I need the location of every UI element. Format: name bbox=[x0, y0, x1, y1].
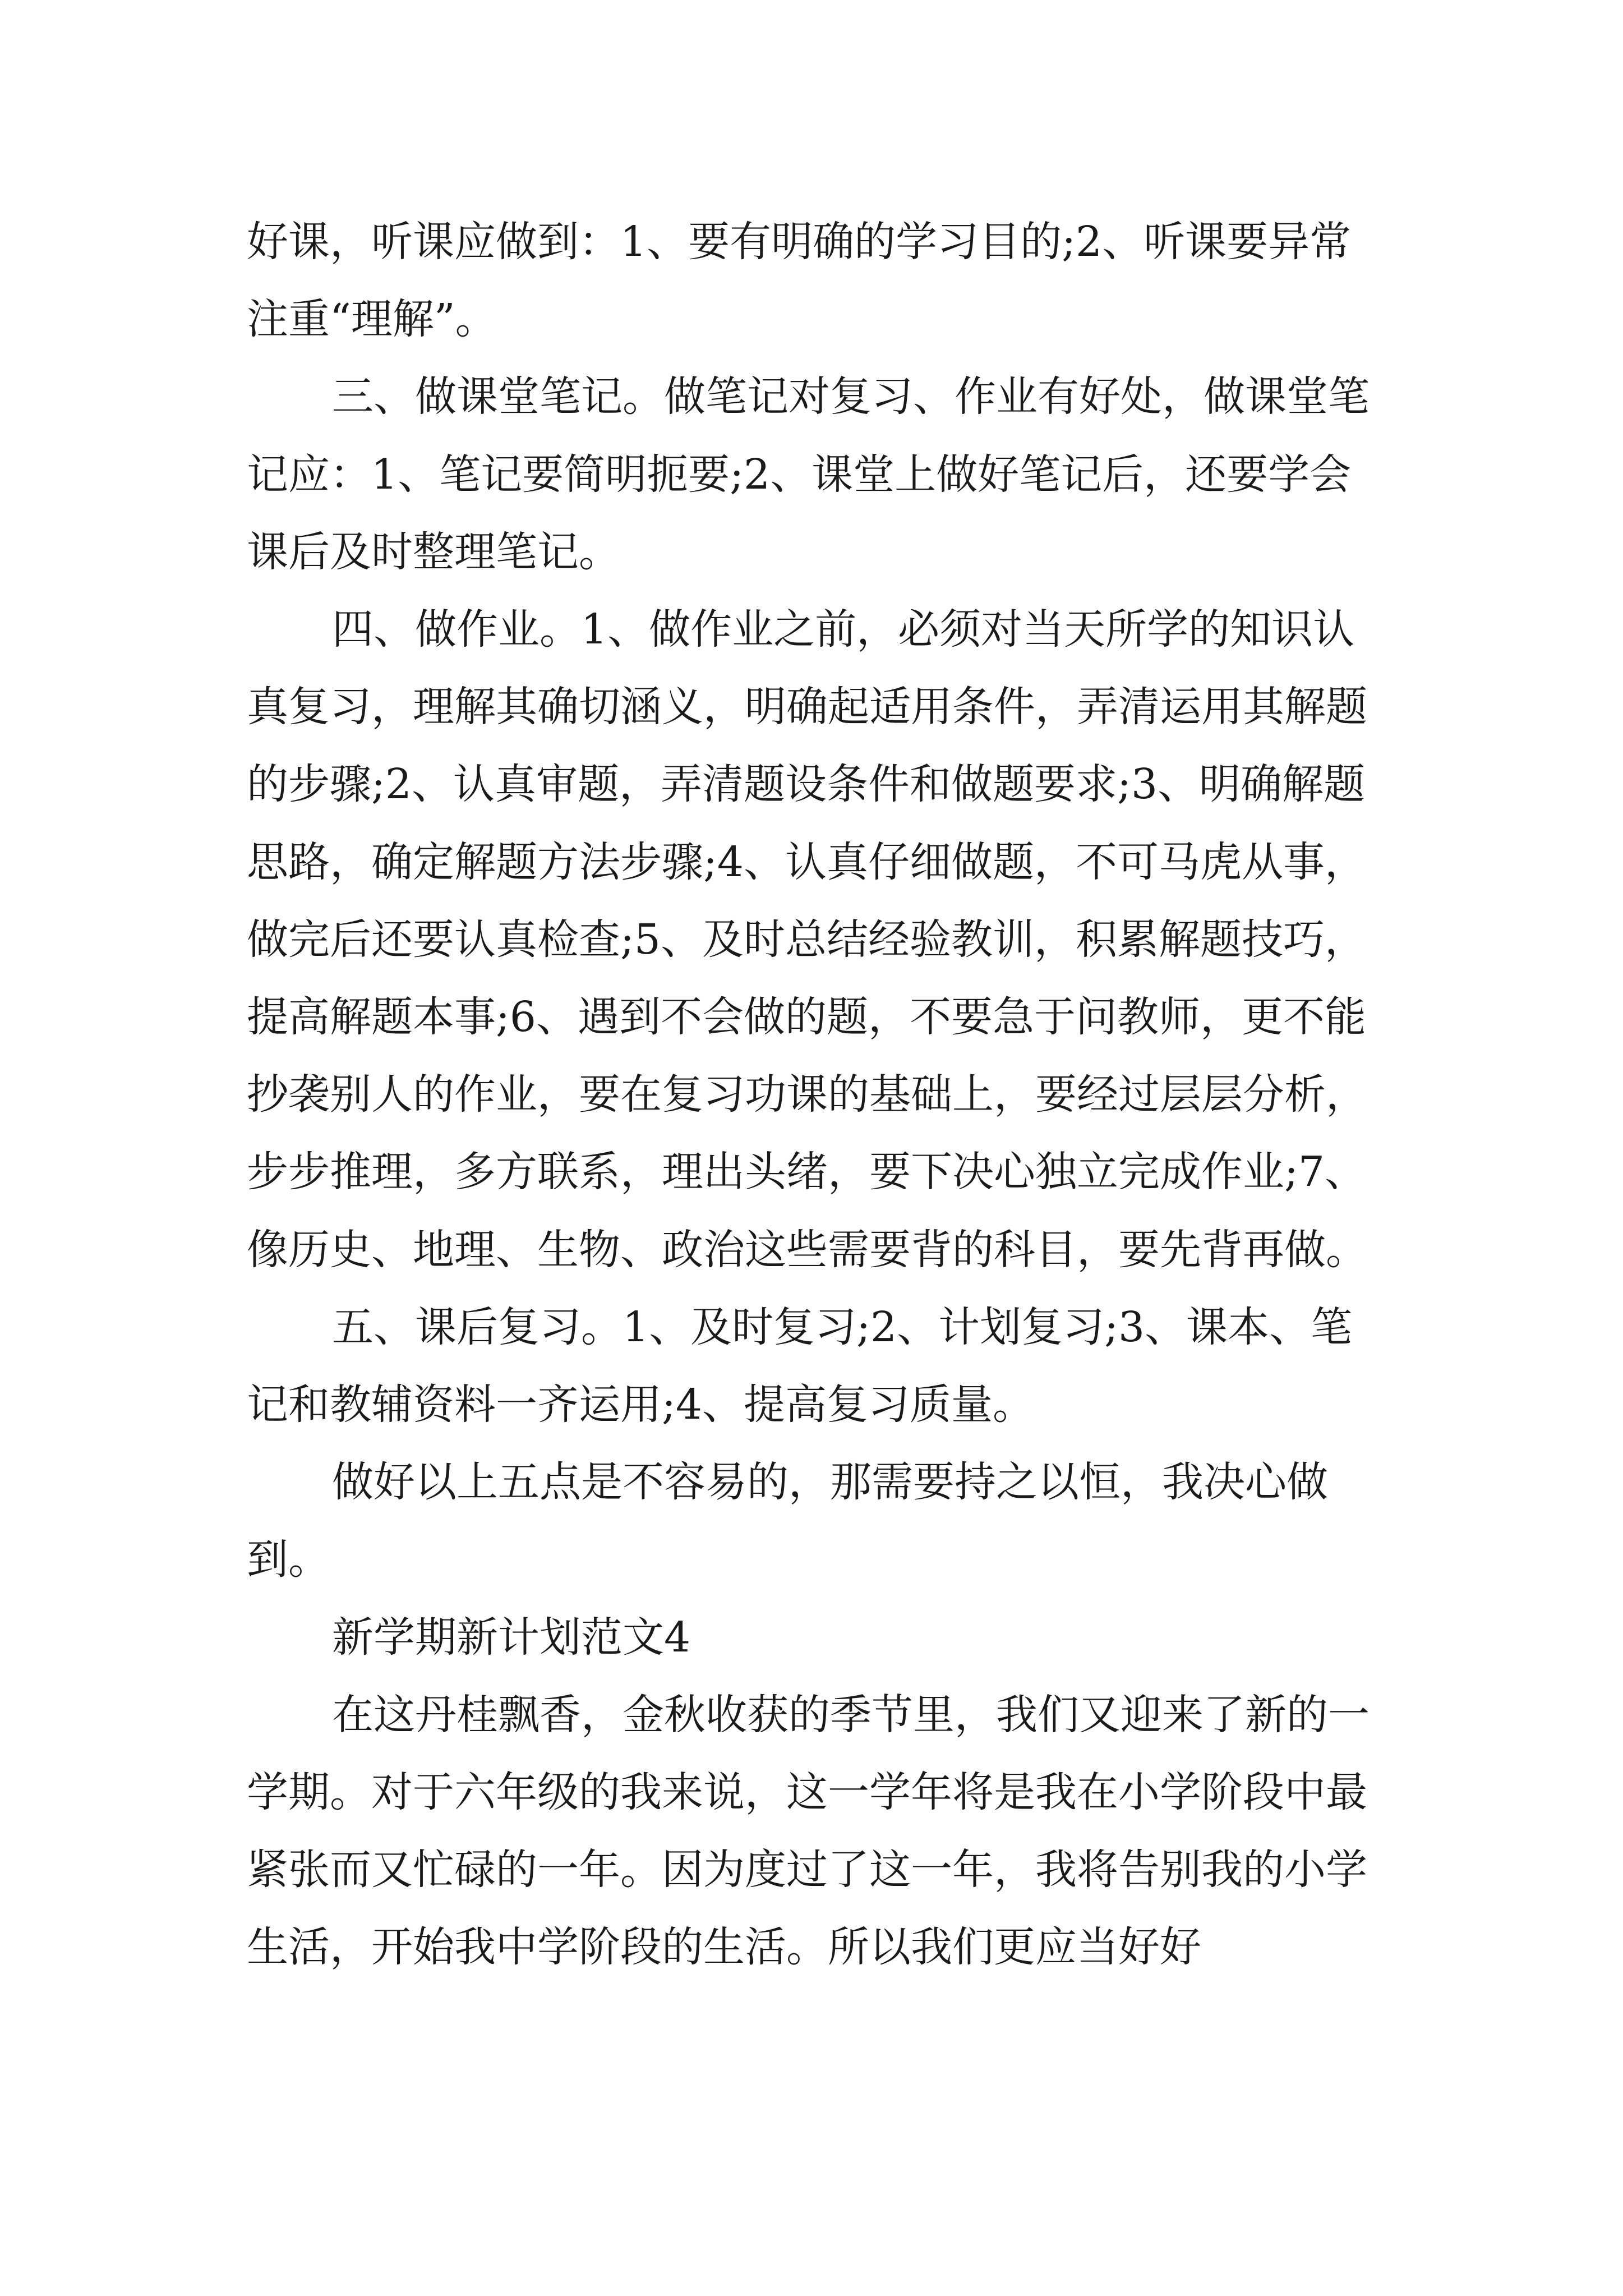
document-body bbox=[247, 203, 1385, 1986]
paragraph-homework: 四、做作业。1、做作业之前，必须对当天所学的知识认真复习，理解其确切涵义，明确起适用条件，弄清运用其解题的步骤;2、认真审题，弄清题设条件和做题要求;3、明确解题思路，确定解题方法步骤;4、认真仔细做题，不可马虎从事，做完后还要认真检查;5、及时总结经验教训，积累解题技巧，提高解题本事;6、遇到不会做的题，不要急于问教师，更不能抄袭别人的作业，要在复习功课的基础上，要经过层层分析，步步推理，多方联系，理出头绪，要下决心独立完成作业;7、像历史、地理、生物、政治这些需要背的科目，要先背再做。 bbox=[247, 605, 1367, 1274]
paragraph-review: 五、课后复习。1、及时复习;2、计划复习;3、课本、笔记和教辅资料一齐运用;4、提高复习质量。 bbox=[247, 1303, 1353, 1429]
paragraph-continuation: 好课，听课应做到：1、要有明确的学习目的;2、听课要异常注重“理解”。 bbox=[247, 218, 1352, 344]
paragraph-resolution: 做好以上五点是不容易的，那需要持之以恒，我决心做到。 bbox=[247, 1458, 1328, 1584]
paragraph-class-notes: 三、做课堂笔记。做笔记对复习、作业有好处，做课堂笔记应：1、笔记要简明扼要;2、课堂上做好笔记后，还要学会课后及时整理笔记。 bbox=[247, 372, 1370, 576]
section-heading: 新学期新计划范文4 bbox=[332, 1613, 691, 1662]
paragraph-new-semester: 在这丹桂飘香，金秋收获的季节里，我们又迎来了新的一学期。对于六年级的我来说，这一学年将是我在小学阶段中最紧张而又忙碌的一年。因为度过了这一年，我将告别我的小学生活，开始我中学阶段的生活。所以我们更应当好好 bbox=[247, 1690, 1370, 1972]
